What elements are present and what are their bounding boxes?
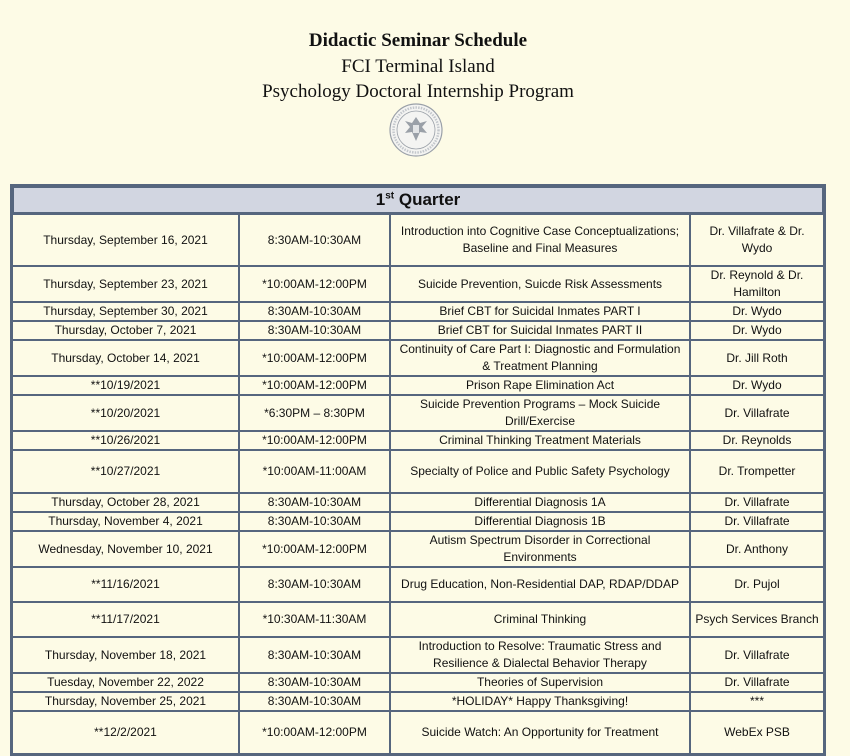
table-row bbox=[12, 602, 824, 637]
facility-name: FCI Terminal Island bbox=[341, 56, 495, 77]
quarter-header bbox=[12, 186, 824, 214]
topic-cell: Suicide Prevention, Suicde Risk Assessments bbox=[390, 266, 690, 302]
table-row bbox=[12, 431, 824, 450]
presenter-cell: WebEx PSB bbox=[690, 711, 824, 754]
date-cell: **10/26/2021 bbox=[12, 431, 239, 450]
date-cell: **10/27/2021 bbox=[12, 450, 239, 493]
time-cell: *10:00AM-12:00PM bbox=[239, 531, 390, 567]
time-cell: 8:30AM-10:30AM bbox=[239, 214, 390, 266]
time-cell: 8:30AM-10:30AM bbox=[239, 321, 390, 340]
topic-cell: Suicide Prevention Programs – Mock Suicide Drill/Exercise bbox=[390, 395, 690, 431]
table-row bbox=[12, 321, 824, 340]
presenter-cell: Dr. Villafrate bbox=[690, 637, 824, 673]
topic-cell: Introduction into Cognitive Case Conceptualizations; Baseline and Final Measures bbox=[390, 214, 690, 266]
date-cell: **10/20/2021 bbox=[12, 395, 239, 431]
presenter-cell: Dr. Reynold & Dr. Hamilton bbox=[690, 266, 824, 302]
time-cell: *10:00AM-12:00PM bbox=[239, 340, 390, 376]
time-cell: *10:00AM-12:00PM bbox=[239, 266, 390, 302]
date-cell: Thursday, October 7, 2021 bbox=[12, 321, 239, 340]
presenter-cell: Dr. Villafrate bbox=[690, 493, 824, 512]
date-cell: Thursday, November 4, 2021 bbox=[12, 512, 239, 531]
presenter-cell: Dr. Wydo bbox=[690, 321, 824, 340]
presenter-cell: Dr. Trompetter bbox=[690, 450, 824, 493]
time-cell: *10:00AM-12:00PM bbox=[239, 711, 390, 754]
time-cell: 8:30AM-10:30AM bbox=[239, 512, 390, 531]
quarter-label: Quarter bbox=[398, 190, 461, 209]
document-header bbox=[0, 28, 836, 104]
schedule-table-wrapper bbox=[10, 184, 822, 756]
topic-cell: Brief CBT for Suicidal Inmates PART I bbox=[390, 302, 690, 321]
topic-cell: Brief CBT for Suicidal Inmates PART II bbox=[390, 321, 690, 340]
topic-cell: Criminal Thinking Treatment Materials bbox=[390, 431, 690, 450]
topic-cell: Continuity of Care Part I: Diagnostic and Formulation & Treatment Planning bbox=[390, 340, 690, 376]
table-row bbox=[12, 395, 824, 431]
presenter-cell: Psych Services Branch bbox=[690, 602, 824, 637]
time-cell: *6:30PM – 8:30PM bbox=[239, 395, 390, 431]
program-name: Psychology Doctoral Internship Program bbox=[262, 81, 574, 102]
presenter-cell: Dr. Villafrate bbox=[690, 673, 824, 692]
table-row bbox=[12, 637, 824, 673]
presenter-cell: Dr. Villafrate & Dr. Wydo bbox=[690, 214, 824, 266]
topic-cell: Suicide Watch: An Opportunity for Treatment bbox=[390, 711, 690, 754]
time-cell: *10:00AM-11:00AM bbox=[239, 450, 390, 493]
presenter-cell: Dr. Villafrate bbox=[690, 395, 824, 431]
presenter-cell: Dr. Wydo bbox=[690, 302, 824, 321]
table-row bbox=[12, 376, 824, 395]
table-row bbox=[12, 692, 824, 711]
table-row bbox=[12, 493, 824, 512]
date-cell: Thursday, October 14, 2021 bbox=[12, 340, 239, 376]
date-cell: **12/2/2021 bbox=[12, 711, 239, 754]
date-cell: Tuesday, November 22, 2022 bbox=[12, 673, 239, 692]
table-row bbox=[12, 266, 824, 302]
topic-cell: Theories of Supervision bbox=[390, 673, 690, 692]
time-cell: 8:30AM-10:30AM bbox=[239, 637, 390, 673]
topic-cell: Differential Diagnosis 1B bbox=[390, 512, 690, 531]
presenter-cell: Dr. Wydo bbox=[690, 376, 824, 395]
quarter-ordinal-suffix: st bbox=[385, 190, 395, 202]
date-cell: Thursday, September 16, 2021 bbox=[12, 214, 239, 266]
topic-cell: Autism Spectrum Disorder in Correctional Environments bbox=[390, 531, 690, 567]
presenter-cell: Dr. Pujol bbox=[690, 567, 824, 602]
document-title: Didactic Seminar Schedule bbox=[308, 30, 528, 51]
presenter-cell: Dr. Anthony bbox=[690, 531, 824, 567]
time-cell: 8:30AM-10:30AM bbox=[239, 673, 390, 692]
presenter-cell: Dr. Villafrate bbox=[690, 512, 824, 531]
time-cell: *10:30AM-11:30AM bbox=[239, 602, 390, 637]
table-row bbox=[12, 214, 824, 266]
date-cell: **11/16/2021 bbox=[12, 567, 239, 602]
quarter-number: 1 bbox=[375, 190, 386, 209]
topic-cell: Introduction to Resolve: Traumatic Stress and Resilience & Dialectal Behavior Therapy bbox=[390, 637, 690, 673]
table-row bbox=[12, 450, 824, 493]
date-cell: Thursday, October 28, 2021 bbox=[12, 493, 239, 512]
time-cell: 8:30AM-10:30AM bbox=[239, 302, 390, 321]
time-cell: *10:00AM-12:00PM bbox=[239, 431, 390, 450]
table-row bbox=[12, 567, 824, 602]
topic-cell: Drug Education, Non-Residential DAP, RDAP/DDAP bbox=[390, 567, 690, 602]
schedule-table bbox=[10, 184, 826, 756]
doj-seal-icon bbox=[389, 103, 443, 157]
table-row bbox=[12, 711, 824, 754]
date-cell: Thursday, November 18, 2021 bbox=[12, 637, 239, 673]
presenter-cell: Dr. Reynolds bbox=[690, 431, 824, 450]
table-row bbox=[12, 531, 824, 567]
date-cell: **11/17/2021 bbox=[12, 602, 239, 637]
topic-cell: Criminal Thinking bbox=[390, 602, 690, 637]
topic-cell: *HOLIDAY* Happy Thanksgiving! bbox=[390, 692, 690, 711]
date-cell: Thursday, September 30, 2021 bbox=[12, 302, 239, 321]
date-cell: Wednesday, November 10, 2021 bbox=[12, 531, 239, 567]
table-row bbox=[12, 302, 824, 321]
presenter-cell: *** bbox=[690, 692, 824, 711]
time-cell: *10:00AM-12:00PM bbox=[239, 376, 390, 395]
time-cell: 8:30AM-10:30AM bbox=[239, 493, 390, 512]
time-cell: 8:30AM-10:30AM bbox=[239, 567, 390, 602]
topic-cell: Differential Diagnosis 1A bbox=[390, 493, 690, 512]
date-cell: Thursday, September 23, 2021 bbox=[12, 266, 239, 302]
table-row bbox=[12, 512, 824, 531]
topic-cell: Specialty of Police and Public Safety Psychology bbox=[390, 450, 690, 493]
table-row bbox=[12, 340, 824, 376]
date-cell: Thursday, November 25, 2021 bbox=[12, 692, 239, 711]
time-cell: 8:30AM-10:30AM bbox=[239, 692, 390, 711]
presenter-cell: Dr. Jill Roth bbox=[690, 340, 824, 376]
date-cell: **10/19/2021 bbox=[12, 376, 239, 395]
table-row bbox=[12, 673, 824, 692]
topic-cell: Prison Rape Elimination Act bbox=[390, 376, 690, 395]
